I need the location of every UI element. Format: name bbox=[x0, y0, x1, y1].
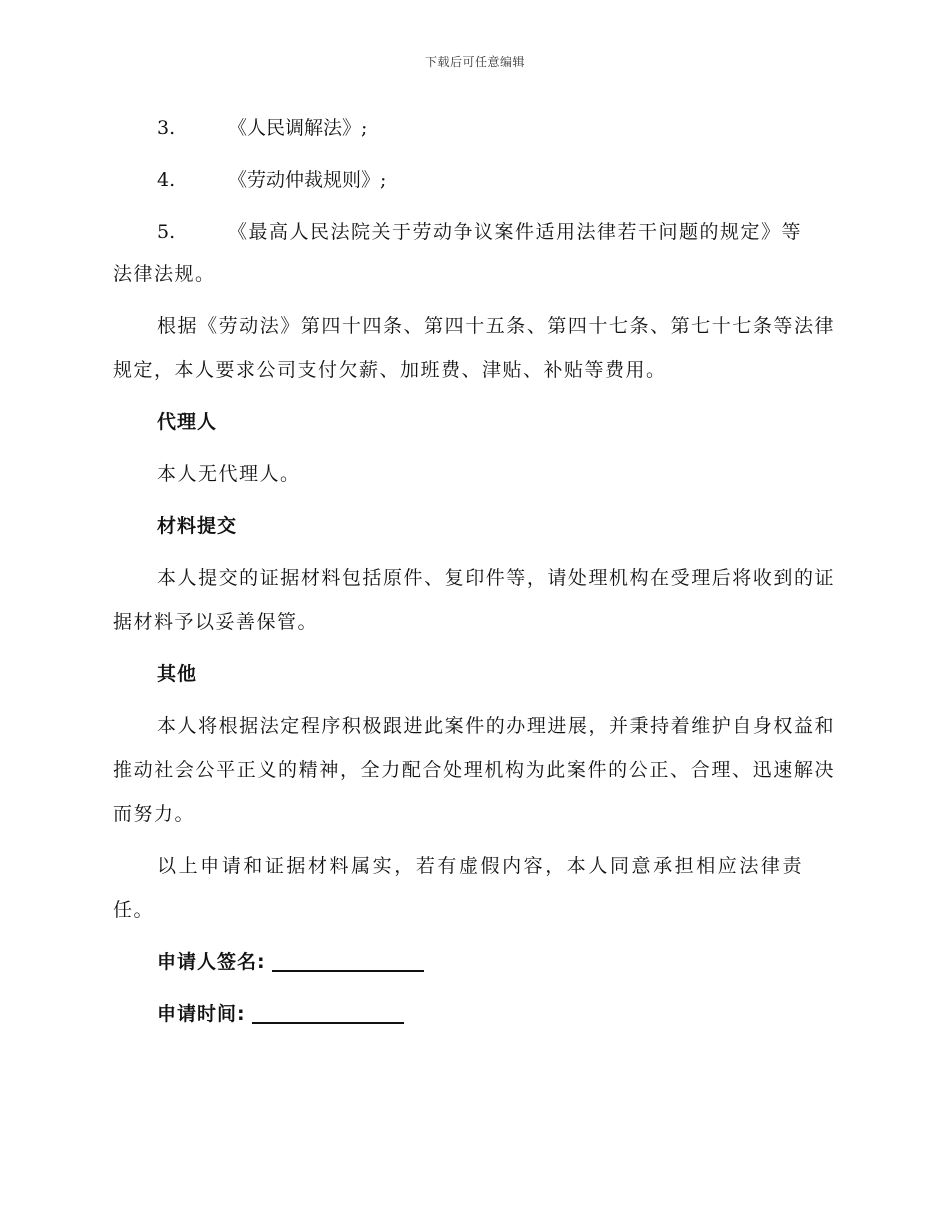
list-number: 4. bbox=[157, 169, 176, 191]
date-label: 申请时间: bbox=[157, 1003, 246, 1025]
page-header: 下载后可任意编辑 bbox=[424, 55, 525, 69]
other-heading: 其他 bbox=[157, 663, 198, 685]
agent-paragraph: 本人无代理人。 bbox=[157, 463, 301, 485]
signature-line bbox=[113, 940, 835, 984]
list-text: 《劳动仲裁规则》; bbox=[228, 169, 387, 191]
signature-blank[interactable] bbox=[272, 948, 424, 972]
materials-paragraph: 本人提交的证据材料包括原件、复印件等，请处理机构在受理后将收到的证据材料予以妥善保管。 bbox=[113, 567, 835, 633]
other-paragraph: 本人将根据法定程序积极跟进此案件的办理进展，并秉持着维护自身权益和推动社会公平正义的精神，全力配合处理机构为此案件的公正、合理、迅速解决而努力。 bbox=[113, 715, 835, 825]
list-text: 《最高人民法院关于劳动争议案件适用法律若干问题的规定》等 bbox=[228, 221, 803, 243]
signature-label: 申请人签名: bbox=[157, 951, 266, 973]
materials-heading: 材料提交 bbox=[157, 515, 238, 537]
declaration-paragraph: 以上申请和证据材料属实，若有虚假内容，本人同意承担相应法律责任。 bbox=[113, 855, 803, 921]
list-text: 《人民调解法》; bbox=[228, 117, 368, 139]
list-item bbox=[113, 212, 835, 252]
list-number: 5. bbox=[157, 221, 176, 243]
legal-basis-paragraph: 根据《劳动法》第四十四条、第四十五条、第四十七条、第七十七条等法律规定，本人要求公司支付欠薪、加班费、津贴、补贴等费用。 bbox=[113, 315, 835, 381]
list-item bbox=[113, 108, 835, 148]
list-continuation: 法律法规。 bbox=[113, 263, 216, 285]
date-blank[interactable] bbox=[252, 1000, 404, 1024]
list-item bbox=[113, 160, 835, 200]
list-number: 3. bbox=[157, 117, 176, 139]
agent-heading: 代理人 bbox=[157, 411, 218, 433]
date-line bbox=[113, 992, 835, 1036]
document-body bbox=[113, 108, 835, 1044]
